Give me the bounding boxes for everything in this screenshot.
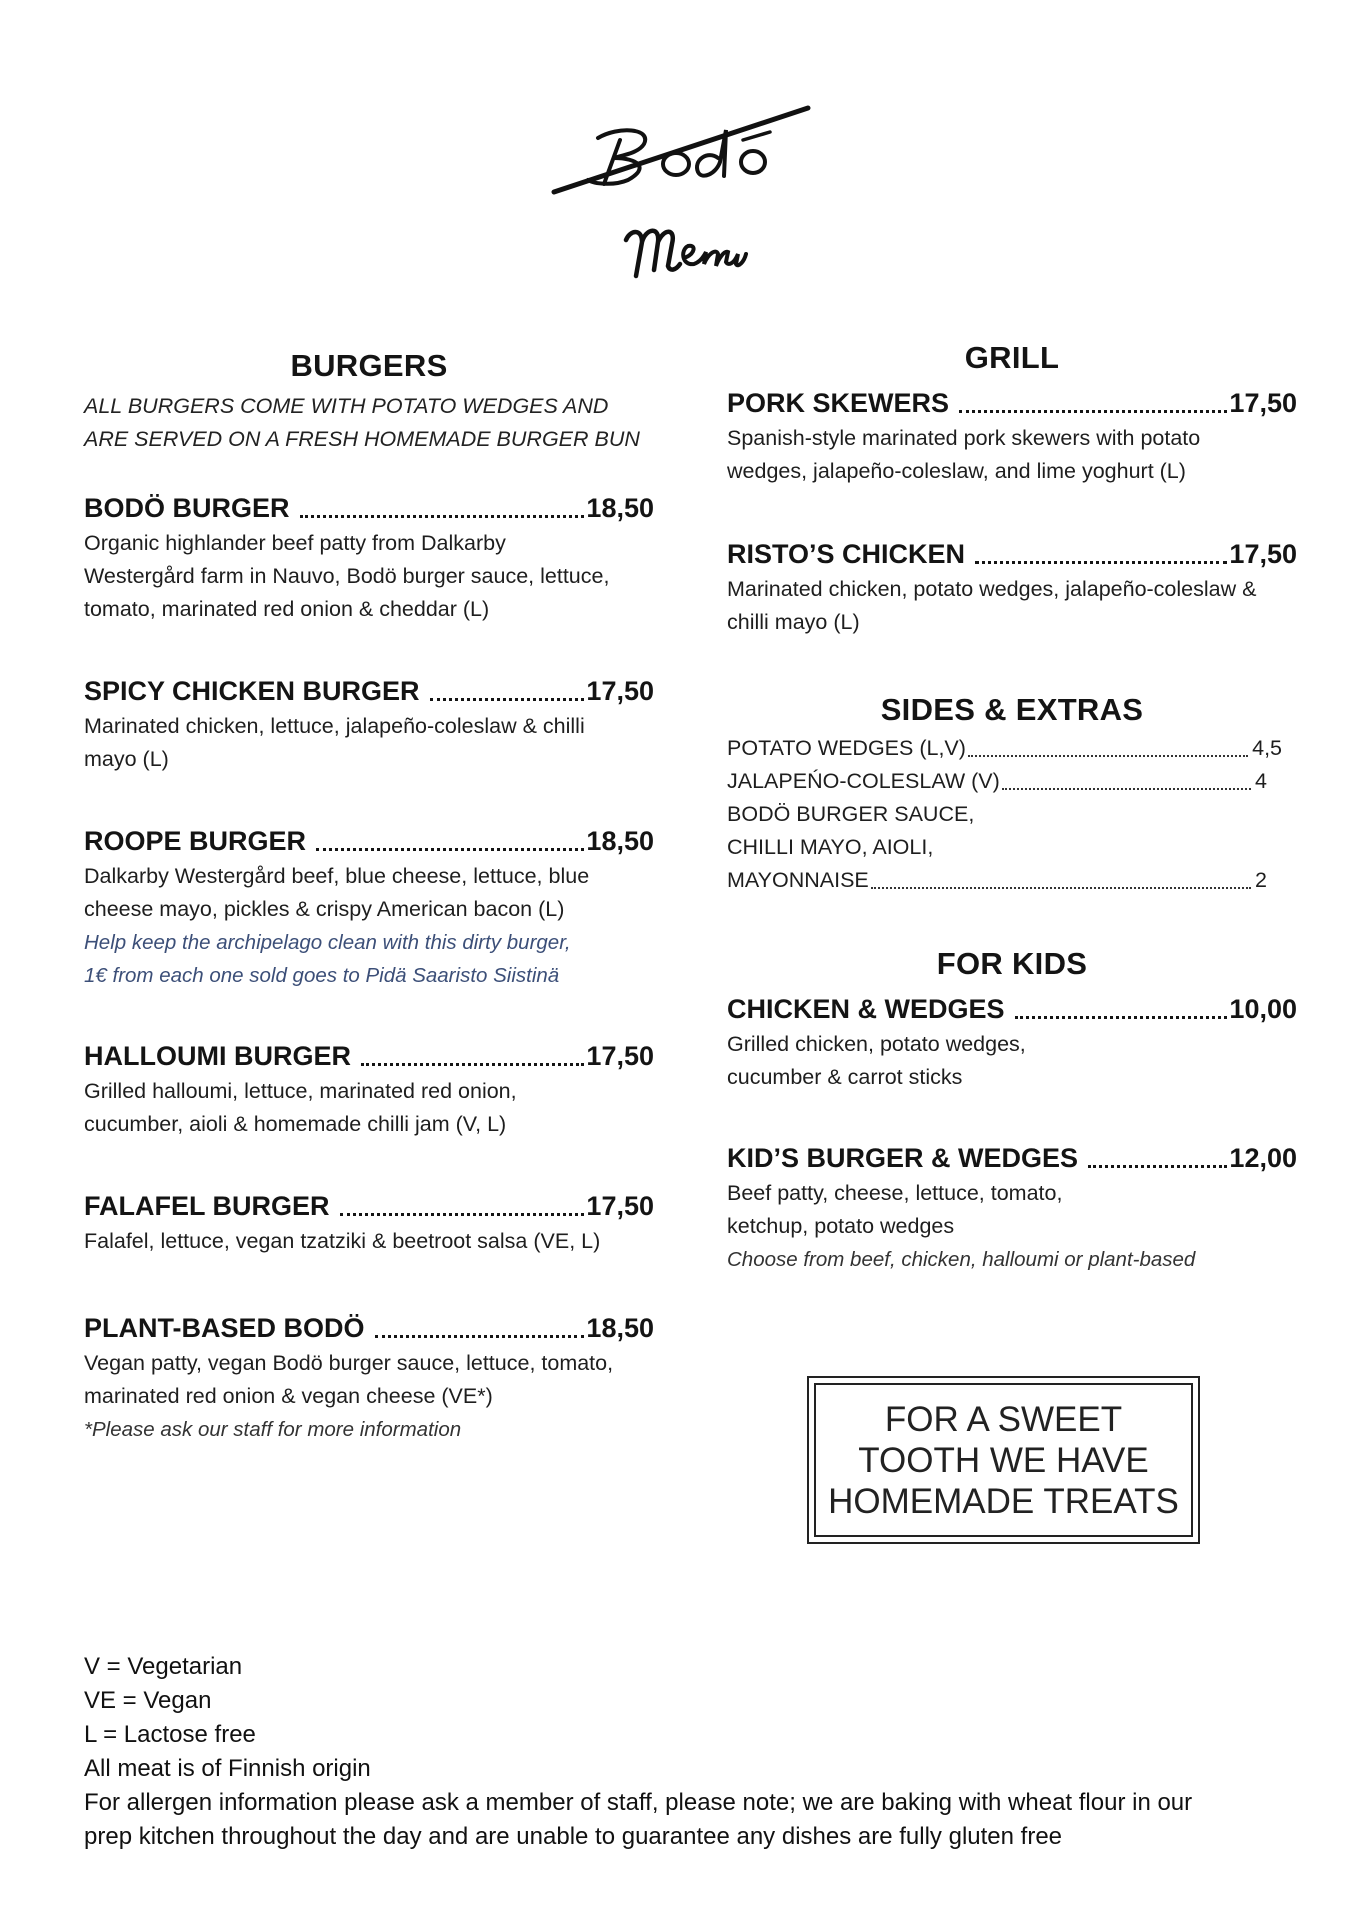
sweet-treats-inner: FOR A SWEET TOOTH WE HAVE HOMEMADE TREATS [814,1383,1193,1537]
item-name: BODÖ BURGER [84,493,290,523]
dot-leader [1088,1165,1227,1168]
kids-title: FOR KIDS [936,946,1088,981]
dot-leader [975,561,1227,564]
dot-leader [316,848,584,851]
side-label: MAYONNAISE [727,868,869,892]
item-price: 17,50 [586,1041,654,1071]
dot-leader [430,698,585,701]
dot-leader [1002,788,1251,790]
item-price: 17,50 [586,1191,654,1221]
dietary-legend [84,1650,1314,1854]
menu-item [727,537,1297,639]
item-description: Grilled halloumi, lettuce, marinated red onion, cucumber, aioli & homemade chilli jam (V, L) [84,1079,517,1136]
side-price: 2 [1255,868,1267,892]
burgers-title: BURGERS [290,348,448,383]
item-note: *Please ask our staff for more information [84,1418,462,1441]
legend-line: V = Vegetarian [84,1653,243,1680]
item-name: RISTO’S CHICKEN [727,539,966,569]
menu-item [84,1039,654,1141]
item-name: FALAFEL BURGER [84,1191,330,1221]
item-name: ROOPE BURGER [84,826,307,856]
menu-item [84,1311,654,1446]
burgers-note: ALL BURGERS COME WITH POTATO WEDGES AND ARE SERVED ON A FRESH HOMEMADE BURGER BUN [84,394,640,451]
bodo-logo [548,100,818,200]
item-price: 17,50 [1229,539,1297,569]
menu-item [84,674,654,776]
item-note: Choose from beef, chicken, halloumi or plant-based [727,1248,1196,1271]
item-name: KID’S BURGER & WEDGES [727,1143,1079,1173]
item-price: 12,00 [1229,1143,1297,1173]
item-name: CHICKEN & WEDGES [727,994,1005,1024]
item-description: Marinated chicken, potato wedges, jalapeño-coleslaw & chilli mayo (L) [727,577,1257,634]
dot-leader [361,1063,584,1066]
item-price: 18,50 [586,826,654,856]
side-sauce-line: CHILLI MAYO, AIOLI, [727,835,934,859]
menu-item [727,386,1297,488]
item-description: Organic highlander beef patty from Dalkarby Westergård farm in Nauvo, Bodö burger sauce, lettuce, tomato, marinated red onion & cheddar (L) [84,531,610,621]
item-description: Vegan patty, vegan Bodö burger sauce, lettuce, tomato, marinated red onion & vegan cheese (VE*) [84,1351,614,1408]
menu-item [727,1141,1297,1276]
grill-title: GRILL [964,340,1060,375]
dot-leader [375,1335,585,1338]
dot-leader [1015,1016,1228,1019]
item-name: SPICY CHICKEN BURGER [84,676,420,706]
dot-leader [340,1213,585,1216]
item-name: HALLOUMI BURGER [84,1041,351,1071]
side-row [727,864,1267,897]
side-price: 4 [1255,769,1267,793]
menu-item [84,491,654,626]
legend-line: VE = Vegan [84,1687,212,1714]
item-price: 17,50 [586,676,654,706]
item-description: Spanish-style marinated pork skewers with potato wedges, jalapeño-coleslaw, and lime yoghurt (L) [727,426,1201,483]
side-row [727,765,1267,798]
item-name: PLANT-BASED BODÖ [84,1313,365,1343]
item-name: PORK SKEWERS [727,388,950,418]
menu-item [84,824,654,992]
menu-item [84,1189,654,1258]
item-price: 18,50 [586,493,654,523]
dot-leader [968,755,1248,757]
menu-item [727,992,1297,1094]
item-description: Marinated chicken, lettuce, jalapeño-coleslaw & chilli mayo (L) [84,714,585,771]
item-description: Grilled chicken, potato wedges, cucumber & carrot sticks [727,1032,1026,1089]
side-row [727,732,1282,765]
menu-script-heading [620,210,750,290]
item-description: Falafel, lettuce, vegan tzatziki & beetroot salsa (VE, L) [84,1229,601,1253]
dot-leader [300,515,585,518]
item-description: Beef patty, cheese, lettuce, tomato, ketchup, potato wedges [727,1181,1063,1238]
item-description: Dalkarby Westergård beef, blue cheese, lettuce, blue cheese mayo, pickles & crispy American bacon (L) [84,864,590,921]
sides-title: SIDES & EXTRAS [880,692,1144,727]
legend-line: prep kitchen throughout the day and are unable to guarantee any dishes are fully gluten free [84,1823,1063,1850]
side-sauce-line: BODÖ BURGER SAUCE, [727,802,975,826]
side-label: POTATO WEDGES (L,V) [727,736,966,760]
sweet-treats-box [807,1376,1200,1544]
side-price: 4,5 [1252,736,1282,760]
item-price: 18,50 [586,1313,654,1343]
item-price: 10,00 [1229,994,1297,1024]
dot-leader [959,410,1227,413]
item-charity-note: Help keep the archipelago clean with this dirty burger, 1€ from each one sold goes to Pidä Saaristo Siistinä [84,931,571,987]
side-label: JALAPEŃO-COLESLAW (V) [727,769,1000,793]
legend-line: For allergen information please ask a member of staff, please note; we are baking with wheat flour in our [84,1789,1193,1816]
legend-line: All meat is of Finnish origin [84,1755,371,1782]
item-price: 17,50 [1229,388,1297,418]
dot-leader [871,887,1251,889]
legend-line: L = Lactose free [84,1721,256,1748]
